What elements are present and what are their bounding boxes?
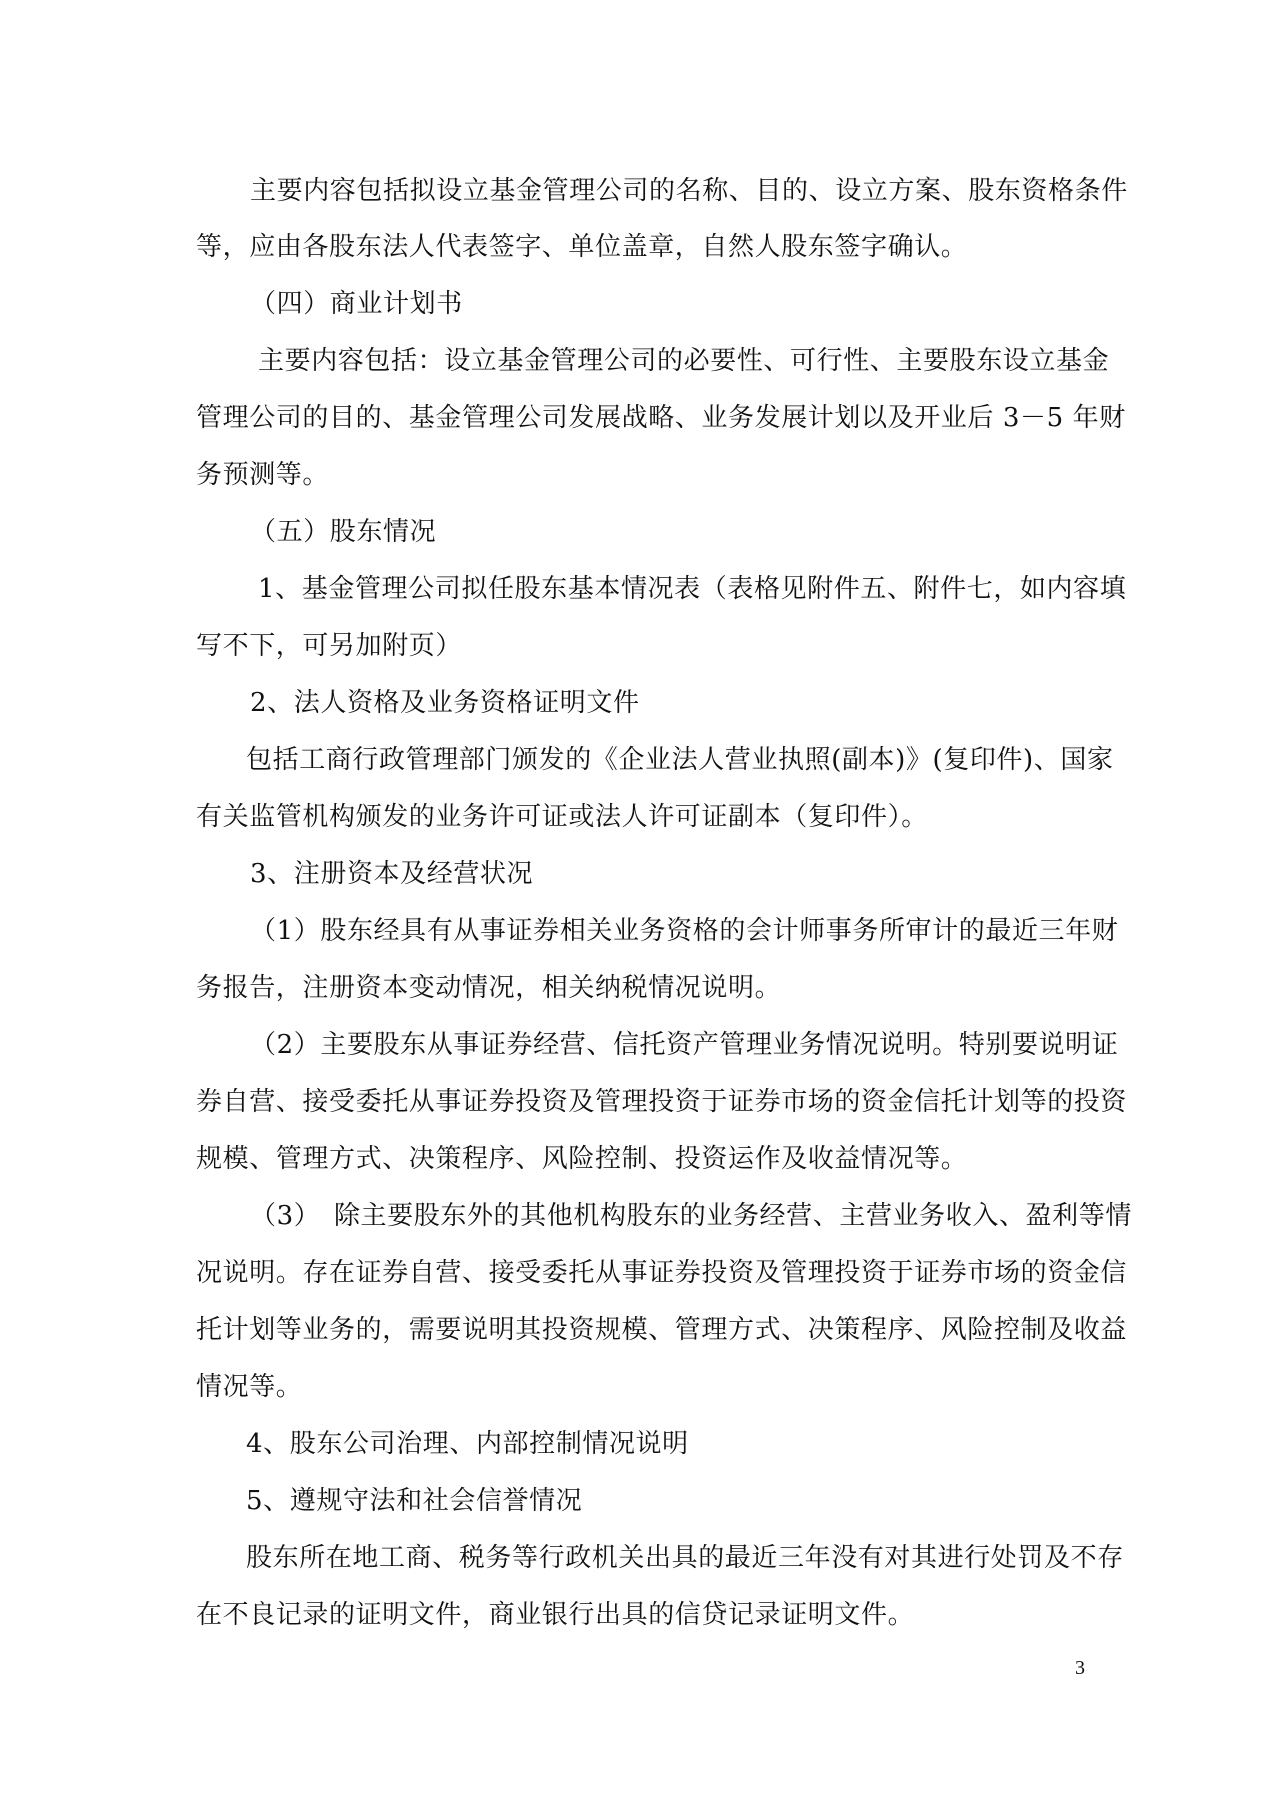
section-heading: （五）股东情况: [250, 517, 437, 547]
paragraph-line: 管理公司的目的、基金管理公司发展战略、业务发展计划以及开业后 3－5 年财: [196, 403, 1126, 433]
page-number: 3: [1075, 1657, 1085, 1679]
paragraph-line: （3） 除主要股东外的其他机构股东的业务经营、主营业务收入、盈利等情: [250, 1201, 1132, 1231]
paragraph-line: 务预测等。: [196, 460, 330, 490]
subsection-heading: 2、法人资格及业务资格证明文件: [250, 688, 640, 718]
paragraph-line: 等，应由各股东法人代表签字、单位盖章，自然人股东签字确认。: [196, 232, 968, 262]
section-heading: （四）商业计划书: [250, 289, 463, 319]
subsection-heading: 5、遵规守法和社会信誉情况: [246, 1486, 583, 1516]
paragraph-line: 情况等。: [196, 1372, 303, 1402]
paragraph-line: 主要内容包括：设立基金管理公司的必要性、可行性、主要股东设立基金: [258, 346, 1110, 376]
paragraph-line: 务报告，注册资本变动情况，相关纳税情况说明。: [196, 973, 782, 1003]
paragraph-line: 股东所在地工商、税务等行政机关出具的最近三年没有对其进行处罚及不存: [246, 1543, 1124, 1573]
paragraph-line: 况说明。存在证券自营、接受委托从事证券投资及管理投资于证券市场的资金信: [196, 1258, 1128, 1288]
paragraph-line: 写不下，可另加附页）: [196, 631, 463, 661]
paragraph-line: （2）主要股东从事证券经营、信托资产管理业务情况说明。特别要说明证: [250, 1030, 1119, 1060]
paragraph-line: 规模、管理方式、决策程序、风险控制、投资运作及收益情况等。: [196, 1144, 968, 1174]
paragraph-line: 包括工商行政管理部门颁发的《企业法人营业执照(副本)》(复印件)、国家: [246, 745, 1114, 775]
paragraph-line: 有关监管机构颁发的业务许可证或法人许可证副本（复印件）。: [196, 802, 928, 832]
paragraph-line: 1、基金管理公司拟任股东基本情况表（表格见附件五、附件七，如内容填: [258, 574, 1127, 604]
paragraph-line: 在不良记录的证明文件，商业银行出具的信贷记录证明文件。: [196, 1600, 915, 1630]
paragraph-line: 托计划等业务的，需要说明其投资规模、管理方式、决策程序、风险控制及收益: [196, 1315, 1128, 1345]
paragraph-line: 券自营、接受委托从事证券投资及管理投资于证券市场的资金信托计划等的投资: [196, 1087, 1128, 1117]
paragraph-line: （1）股东经具有从事证券相关业务资格的会计师事务所审计的最近三年财: [250, 916, 1119, 946]
subsection-heading: 4、股东公司治理、内部控制情况说明: [246, 1429, 689, 1459]
subsection-heading: 3、注册资本及经营状况: [250, 859, 534, 889]
paragraph-line: 主要内容包括拟设立基金管理公司的名称、目的、设立方案、股东资格条件: [250, 176, 1128, 206]
